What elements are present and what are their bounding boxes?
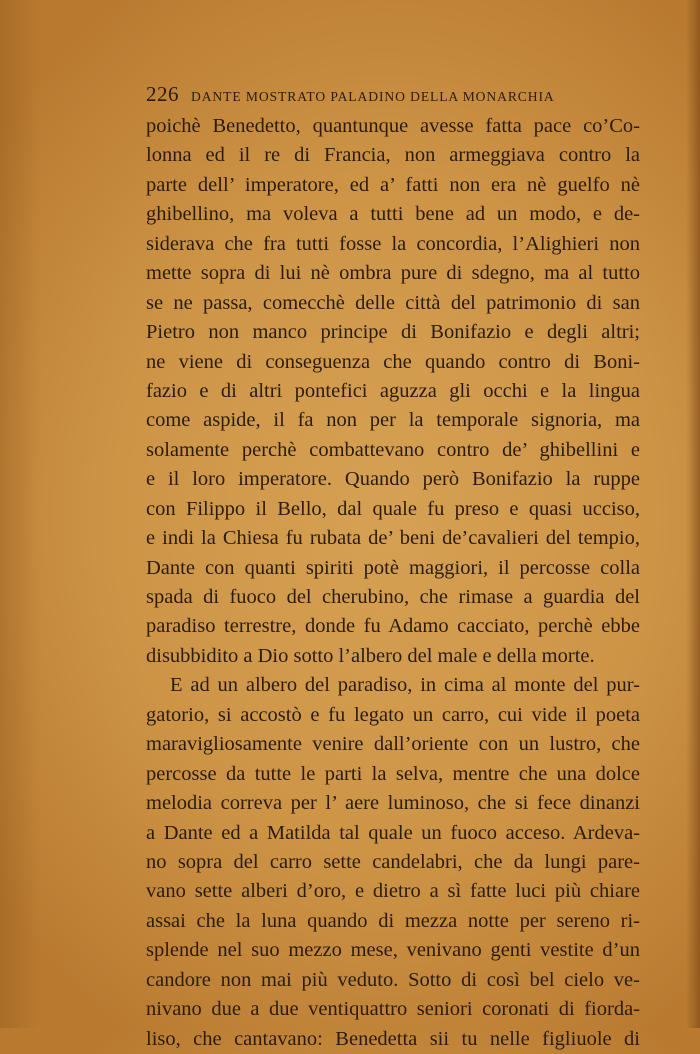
text-line: melodia correva per l’ aere luminoso, che si fece dinanzi: [146, 792, 640, 815]
text-line: vano sette alberi d’oro, e dietro a sì fatte luci più chiare: [146, 880, 640, 903]
text-line: paradiso terrestre, donde fu Adamo cacciato, perchè ebbe: [146, 615, 640, 638]
text-line: ne viene di conseguenza che quando contro di Boni-: [146, 350, 640, 373]
text-line: ghibellino, ma voleva a tutti bene ad un modo, e de-: [146, 203, 640, 226]
paragraph-1: [146, 112, 640, 671]
text-line: e il loro imperatore. Quando però Bonifazio la ruppe: [146, 468, 640, 491]
running-title: DANTE MOSTRATO PALADINO DELLA MONARCHIA: [191, 89, 555, 104]
text-line: parte dell’ imperatore, ed a’ fatti non era nè guelfo nè: [146, 173, 640, 196]
text-line: splende nel suo mezzo mese, venivano genti vestite d’un: [146, 939, 640, 962]
text-line: gatorio, si accostò e fu legato un carro, cui vide il poeta: [146, 703, 640, 726]
text-line: poichè Benedetto, quantunque avesse fatta pace co’Co-: [146, 115, 640, 137]
page-shadow-right: [686, 0, 700, 1028]
text-line: assai che la luna quando di mezza notte per sereno ri-: [146, 909, 640, 932]
text-line: come aspide, il fa non per la temporale signoria, ma: [146, 409, 640, 432]
text-line: e indi la Chiesa fu rubata de’ beni de’cavalieri del tempio,: [146, 527, 640, 550]
text-line: Dante con quanti spiriti potè maggiori, il percosse colla: [146, 556, 640, 579]
text-line: lonna ed il re di Francia, non armeggiava contro la: [146, 144, 640, 167]
text-line: no sopra del carro sette candelabri, che da lungi pare-: [146, 850, 640, 873]
text-line: siderava che fra tutti fosse la concordia, l’Alighieri non: [146, 232, 640, 255]
text-line: E ad un albero del paradiso, in cima al monte del pur-: [170, 674, 640, 697]
text-line: liso, che cantavano: Benedetta sii tu nelle figliuole di: [146, 1027, 640, 1050]
text-line: spada di fuoco del cherubino, che rimase a guardia del: [146, 586, 640, 608]
text-line: mette sopra di lui nè ombra pure di sdegno, ma al tutto: [146, 262, 640, 285]
running-head: [146, 82, 640, 112]
text-line: solamente perchè combattevano contro de’ ghibellini e: [146, 438, 640, 461]
page-shadow-left: [0, 0, 40, 1028]
text-line: candore non mai più veduto. Sotto di così bel cielo ve-: [146, 968, 640, 991]
text-line: se ne passa, comecchè delle città del patrimonio di san: [146, 291, 640, 314]
text-line: con Filippo il Bello, dal quale fu preso e quasi ucciso,: [146, 497, 640, 520]
text-line: fazio e di altri pontefici aguzza gli occhi e la lingua: [146, 379, 640, 402]
text-line: a Dante ed a Matilda tal quale un fuoco acceso. Ardeva-: [146, 821, 640, 844]
text-line: maravigliosamente venire dall’oriente con un lustro, che: [146, 733, 640, 756]
paragraph-2: [146, 671, 640, 1054]
text-line: Pietro non manco principe di Bonifazio e degli altri;: [146, 321, 640, 344]
text-line: nivano due a due ventiquattro seniori coronati di fiorda-: [146, 998, 640, 1021]
body-text: [146, 112, 640, 1054]
text-line: disubbidito a Dio sotto l’albero del male e della morte.: [146, 644, 595, 667]
text-line: percosse da tutte le parti la selva, mentre che una dolce: [146, 762, 640, 785]
page-number: 226: [146, 82, 179, 106]
